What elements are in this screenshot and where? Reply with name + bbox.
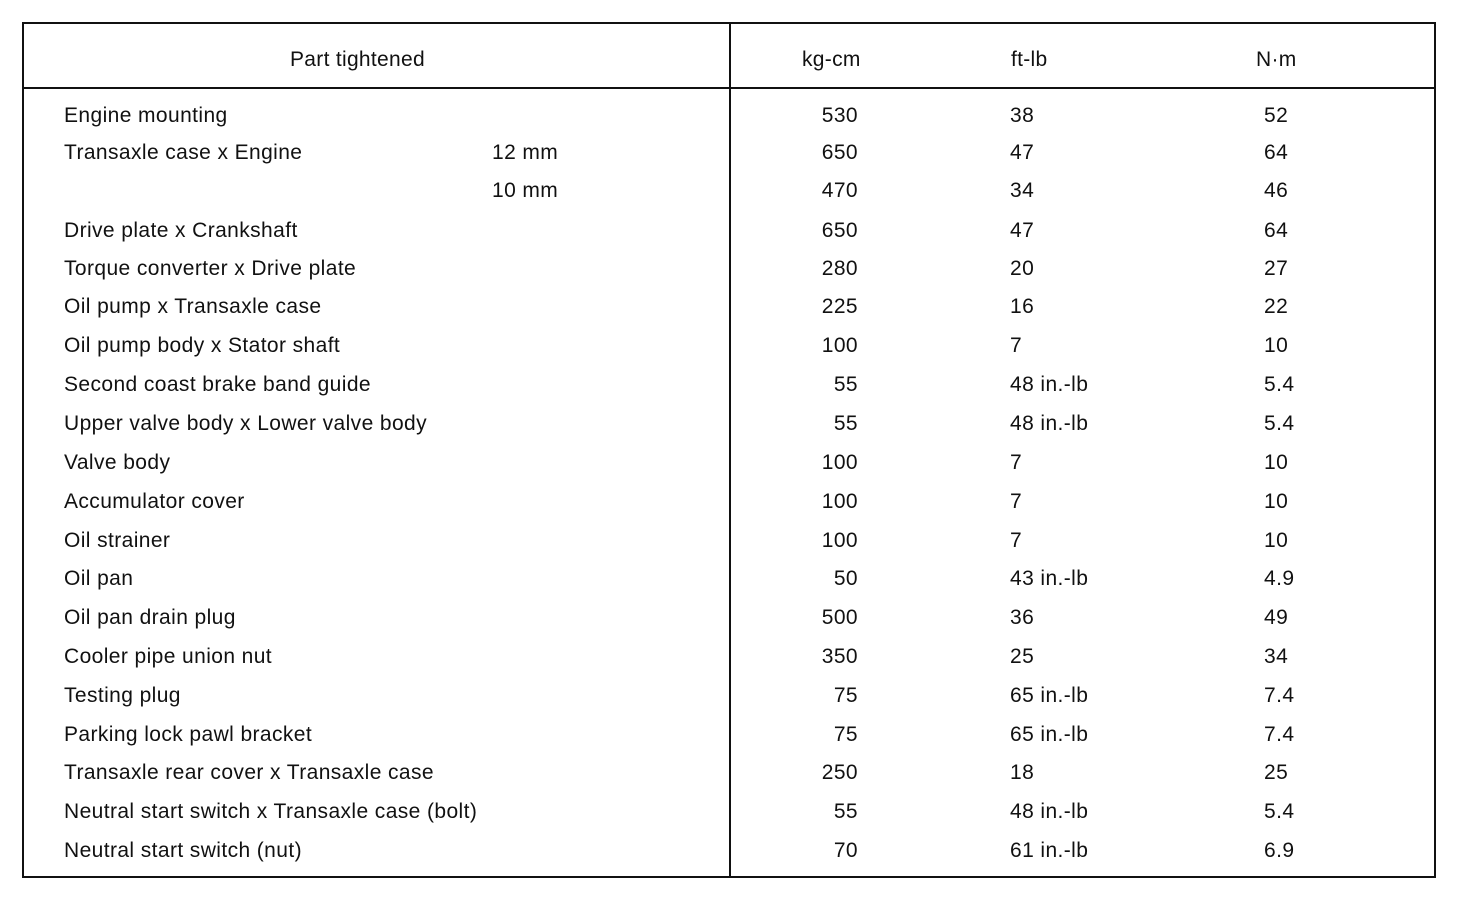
kg-cm-cell: 500 bbox=[821, 606, 858, 629]
part-cell: Transaxle rear cover x Transaxle case bbox=[64, 761, 434, 784]
table-row bbox=[24, 451, 1434, 481]
part-cell: Cooler pipe union nut bbox=[64, 645, 273, 668]
ft-lb-cell: 7 bbox=[1010, 451, 1023, 474]
kg-cm-cell: 100 bbox=[821, 451, 858, 474]
table-row bbox=[24, 723, 1434, 753]
table-row bbox=[24, 761, 1434, 791]
ft-lb-cell: 7 bbox=[1010, 490, 1023, 513]
table-row bbox=[24, 295, 1434, 325]
kg-cm-cell: 350 bbox=[821, 645, 858, 668]
ft-lb-cell: 34 bbox=[1010, 179, 1035, 202]
part-cell: Engine mounting bbox=[64, 104, 228, 127]
size-cell: 12 mm bbox=[492, 141, 559, 164]
table-row bbox=[24, 141, 1434, 171]
n-m-cell: 7.4 bbox=[1264, 723, 1295, 746]
table-row bbox=[24, 219, 1434, 249]
part-cell: Parking lock pawl bracket bbox=[64, 723, 313, 746]
table-body bbox=[24, 24, 1434, 876]
table-row bbox=[24, 334, 1434, 364]
part-cell: Transaxle case x Engine bbox=[64, 141, 303, 164]
kg-cm-cell: 530 bbox=[821, 104, 858, 127]
n-m-cell: 49 bbox=[1264, 606, 1289, 629]
kg-cm-cell: 650 bbox=[821, 141, 858, 164]
n-m-cell: 5.4 bbox=[1264, 373, 1295, 396]
ft-lb-cell: 65 in.-lb bbox=[1010, 723, 1089, 746]
kg-cm-cell: 55 bbox=[833, 412, 858, 435]
n-m-cell: 6.9 bbox=[1264, 839, 1295, 862]
table-row bbox=[24, 412, 1434, 442]
part-cell: Drive plate x Crankshaft bbox=[64, 219, 298, 242]
part-cell: Valve body bbox=[64, 451, 171, 474]
n-m-cell: 4.9 bbox=[1264, 567, 1295, 590]
header-ft-lb: ft-lb bbox=[1011, 48, 1048, 71]
kg-cm-cell: 55 bbox=[833, 373, 858, 396]
table-row bbox=[24, 800, 1434, 830]
n-m-cell: 10 bbox=[1264, 490, 1289, 513]
part-cell: Testing plug bbox=[64, 684, 181, 707]
n-m-cell: 52 bbox=[1264, 104, 1289, 127]
kg-cm-cell: 75 bbox=[833, 723, 858, 746]
part-cell: Torque converter x Drive plate bbox=[64, 257, 357, 280]
n-m-cell: 10 bbox=[1264, 334, 1289, 357]
ft-lb-cell: 43 in.-lb bbox=[1010, 567, 1089, 590]
part-cell: Oil pan bbox=[64, 567, 134, 590]
n-m-cell: 10 bbox=[1264, 529, 1289, 552]
table-row bbox=[24, 839, 1434, 869]
kg-cm-cell: 55 bbox=[833, 800, 858, 823]
ft-lb-cell: 25 bbox=[1010, 645, 1035, 668]
table-row bbox=[24, 529, 1434, 559]
header-part-tightened: Part tightened bbox=[290, 48, 425, 71]
ft-lb-cell: 48 in.-lb bbox=[1010, 412, 1089, 435]
n-m-cell: 34 bbox=[1264, 645, 1289, 668]
part-cell: Oil pump x Transaxle case bbox=[64, 295, 322, 318]
ft-lb-cell: 48 in.-lb bbox=[1010, 373, 1089, 396]
kg-cm-cell: 650 bbox=[821, 219, 858, 242]
kg-cm-cell: 225 bbox=[821, 295, 858, 318]
ft-lb-cell: 65 in.-lb bbox=[1010, 684, 1089, 707]
ft-lb-cell: 61 in.-lb bbox=[1010, 839, 1089, 862]
ft-lb-cell: 36 bbox=[1010, 606, 1035, 629]
size-cell: 10 mm bbox=[492, 179, 559, 202]
n-m-cell: 25 bbox=[1264, 761, 1289, 784]
part-cell: Second coast brake band guide bbox=[64, 373, 371, 396]
n-m-cell: 46 bbox=[1264, 179, 1289, 202]
ft-lb-cell: 47 bbox=[1010, 219, 1035, 242]
table-row bbox=[24, 567, 1434, 597]
ft-lb-cell: 38 bbox=[1010, 104, 1035, 127]
table-row bbox=[24, 179, 1434, 209]
part-cell: Upper valve body x Lower valve body bbox=[64, 412, 428, 435]
part-cell: Oil strainer bbox=[64, 529, 171, 552]
table-row bbox=[24, 104, 1434, 134]
n-m-cell: 27 bbox=[1264, 257, 1289, 280]
ft-lb-cell: 20 bbox=[1010, 257, 1035, 280]
kg-cm-cell: 100 bbox=[821, 334, 858, 357]
table-row bbox=[24, 684, 1434, 714]
table-row bbox=[24, 373, 1434, 403]
table-row bbox=[24, 645, 1434, 675]
header-n-m: N·m bbox=[1256, 48, 1297, 71]
table-row bbox=[24, 257, 1434, 287]
kg-cm-cell: 100 bbox=[821, 490, 858, 513]
ft-lb-cell: 48 in.-lb bbox=[1010, 800, 1089, 823]
n-m-cell: 7.4 bbox=[1264, 684, 1295, 707]
ft-lb-cell: 16 bbox=[1010, 295, 1035, 318]
kg-cm-cell: 100 bbox=[821, 529, 858, 552]
table-row bbox=[24, 490, 1434, 520]
table-row bbox=[24, 606, 1434, 636]
kg-cm-cell: 250 bbox=[821, 761, 858, 784]
kg-cm-cell: 280 bbox=[821, 257, 858, 280]
kg-cm-cell: 470 bbox=[821, 179, 858, 202]
n-m-cell: 10 bbox=[1264, 451, 1289, 474]
n-m-cell: 64 bbox=[1264, 141, 1289, 164]
n-m-cell: 64 bbox=[1264, 219, 1289, 242]
part-cell: Oil pan drain plug bbox=[64, 606, 236, 629]
ft-lb-cell: 47 bbox=[1010, 141, 1035, 164]
kg-cm-cell: 70 bbox=[833, 839, 858, 862]
part-cell: Accumulator cover bbox=[64, 490, 245, 513]
n-m-cell: 5.4 bbox=[1264, 800, 1295, 823]
header-kg-cm: kg-cm bbox=[802, 48, 861, 71]
n-m-cell: 5.4 bbox=[1264, 412, 1295, 435]
part-cell: Oil pump body x Stator shaft bbox=[64, 334, 341, 357]
kg-cm-cell: 50 bbox=[833, 567, 858, 590]
n-m-cell: 22 bbox=[1264, 295, 1289, 318]
torque-spec-table bbox=[22, 22, 1436, 878]
kg-cm-cell: 75 bbox=[833, 684, 858, 707]
ft-lb-cell: 18 bbox=[1010, 761, 1035, 784]
part-cell: Neutral start switch (nut) bbox=[64, 839, 302, 862]
ft-lb-cell: 7 bbox=[1010, 529, 1023, 552]
ft-lb-cell: 7 bbox=[1010, 334, 1023, 357]
part-cell: Neutral start switch x Transaxle case (bolt) bbox=[64, 800, 478, 823]
